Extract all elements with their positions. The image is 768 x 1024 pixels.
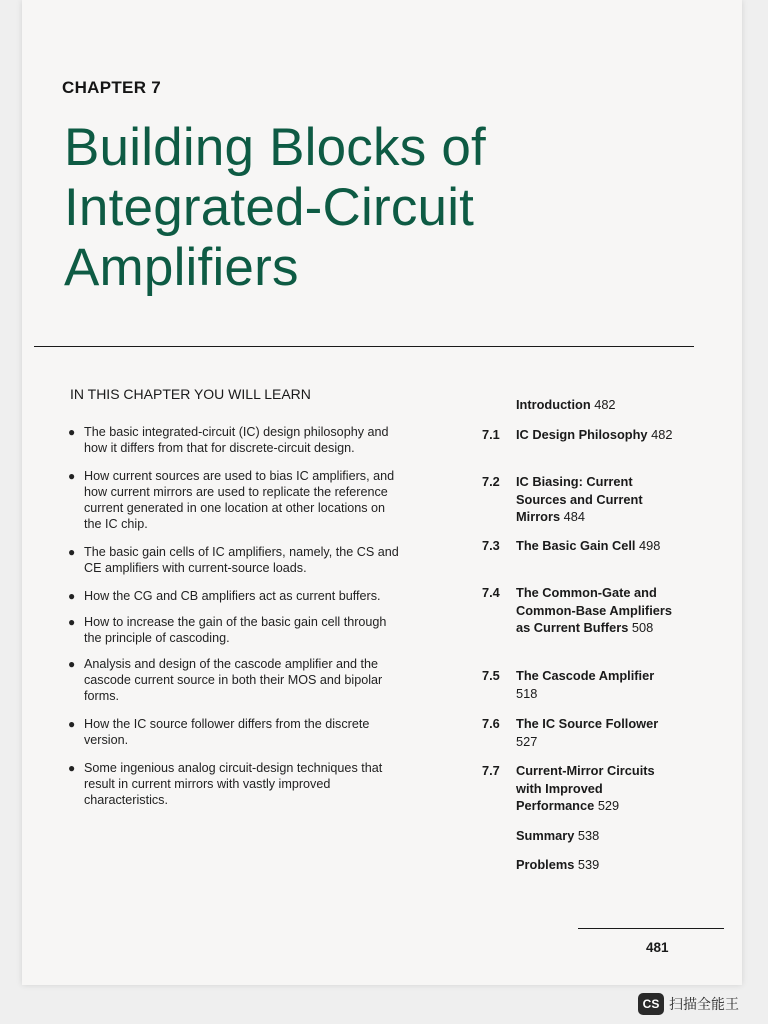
toc-title: The Common-Gate and Common-Base Amplifiers as Current Buffers [516,585,672,635]
chapter-title-line-1: Building Blocks of [64,118,486,177]
toc-title: Current-Mirror Circuits with Improved Performance [516,763,655,813]
toc-title: Introduction [516,397,591,412]
toc-page: 527 [516,733,538,749]
toc-number: 7.3 [482,538,500,553]
bullet-icon: ● [68,545,76,559]
toc-page: 529 [597,798,620,813]
toc-title: The IC Source Follower [516,716,659,731]
toc-number: 7.5 [482,668,500,683]
bullet-icon: ● [68,761,76,775]
toc-page: 482 [651,427,673,442]
toc-number: 7.1 [482,427,500,442]
toc-number: 7.2 [482,474,500,489]
learn-heading: IN THIS CHAPTER YOU WILL LEARN [70,386,311,402]
chapter-title-line-2: Integrated-Circuit [64,178,475,237]
toc-number: 7.7 [482,763,500,778]
toc-page: 484 [563,509,586,524]
page-number: 481 [646,940,669,955]
toc-number: 7.4 [482,585,500,600]
toc-number: 7.6 [482,716,500,731]
bullet-icon: ● [68,589,76,603]
bullet-icon: ● [68,717,76,731]
bullet-icon: ● [68,425,76,439]
toc-page: 539 [577,857,600,872]
toc-title: The Cascode Amplifier [516,668,655,683]
chapter-divider [34,346,694,347]
toc-title: Summary [516,828,575,843]
chapter-title-line-3: Amplifiers [64,238,299,297]
toc-page: 482 [594,397,616,412]
scanner-watermark [638,992,739,1016]
chapter-label: CHAPTER 7 [62,78,162,97]
chapter-title [64,118,684,298]
bullet-icon: ● [68,469,76,483]
toc-title: Problems [516,857,575,872]
toc-page: 498 [639,538,661,553]
bullet-icon: ● [68,657,76,671]
footer-rule [578,928,724,929]
toc-title: IC Biasing: Current Sources and Current Mirrors [516,474,643,524]
camscanner-logo-icon: CS [638,993,664,1015]
bullet-icon: ● [68,615,76,629]
toc-page: 518 [516,685,538,701]
watermark-text: 扫描全能王 [669,997,739,1013]
toc-title: IC Design Philosophy [516,427,648,442]
toc-page: 538 [577,828,600,843]
toc-title: The Basic Gain Cell [516,538,636,553]
toc-page: 508 [631,620,654,635]
